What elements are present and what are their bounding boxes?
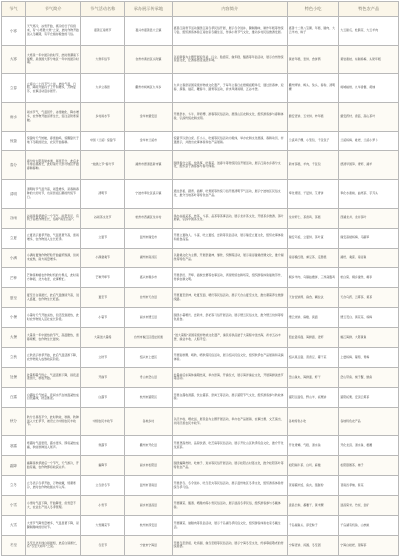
cell-venue: 金华市兰溪市 [125,131,173,151]
cell-snacks: 龙井虾仁、茶香鸡、茶糕 [287,208,339,228]
solar-terms-table-container [1,1,399,556]
cell-term: 芒种 [2,268,26,288]
cell-activity-name: 中国农民丰收节 [81,407,125,436]
cell-products: 天台乌药、云雾茶、黄茶 [339,288,399,308]
cell-venue: 衢州市柯城区九华乡 [125,74,173,103]
cell-snacks: 新市茶糕、羊肉、千张包 [287,151,339,180]
cell-snacks: 桐乡羊肉、乌镇姑嫂饼、三珍斋酱鸡 [287,268,339,288]
cell-intro: 立春为二十四节气之首，此时气温、日照、降雨开始趋于上升和增多，万物复苏，农事活动逐步展开。 [25,74,81,103]
header-snacks: 特色小吃 [287,2,339,17]
cell-activity-name: “放鹞之节”春分节 [81,151,125,180]
cell-activity-name: 乡村雨水节 [81,102,125,131]
cell-snacks: 瑞安乌饭、立夏饼、茶叶蛋 [287,228,339,248]
cell-intro: 春分时太阳直射赤道，昼夜平分，此后北半球白昼渐长，此时南方大部分地区开始春耕春种。 [25,151,81,180]
cell-activity-name: 霜降节 [81,456,125,476]
cell-intro: 惊蛰时天气转暖，春雷始鸣，惊醒蛰伏于地下冬眠的昆虫，农民开始春耕。 [25,131,81,151]
cell-intro: 小雪时气温下降，开始降雪，但雪量不大，农业生产进入冬季管理。 [25,496,81,516]
cell-intro: 冬至日北半球白昼最短，此后白昼渐长，有“冬至大如年”之说。 [25,535,81,555]
cell-venue: 温州市苍南县 [125,476,173,496]
cell-activity-name: 大暑送大暑船 [81,328,125,348]
cell-term: 立冬 [2,476,26,496]
cell-intro: 大暑是一年中最热的节气，高温酷热，雷暴频繁，农作物生长最快。 [25,328,81,348]
cell-activity-name: 大雪腌菜节 [81,516,125,536]
cell-term: 惊蛰 [2,131,26,151]
cell-term: 立秋 [2,348,26,368]
cell-snacks: 衢州烤饼、鸭头、兔头、春卷、清明粿 [287,74,339,103]
table-row [2,387,399,407]
cell-venue: 衢州市开化县 [125,436,173,456]
cell-activity-name: 清明节 [81,180,125,209]
cell-content: 开展祭水、斗牛、拜师傅、游春等民俗活动，展现山区农耕文化，组织游客参与春耕体验，弘扬传统农耕文明。 [172,102,287,131]
cell-snacks: 葭沚姜汤面、海鲜面、麦虾 [287,328,339,348]
cell-venue: 台州市黄岩区头陀镇 [125,45,173,74]
cell-snacks: 磐安麦饼、玉米饼、炒年糕 [287,102,339,131]
cell-term: 夏至 [2,288,26,308]
cell-products: 奉化水蜜桃、曲毫茶、芋艿头 [339,180,399,209]
cell-intro: 立秋表示秋季开始，此后气温逐渐下降，农作物进入成熟收获阶段。 [25,348,81,368]
cell-activity-name: 立秋节 [81,348,125,368]
cell-content: 开展登高赏秋、品菊饮酒、吃芝麻等民俗活动，展示开化山区秋季民俗文化，推介开化龙顶茶。 [172,436,287,456]
cell-term: 霜降 [2,456,26,476]
cell-term: 冬至 [2,535,26,555]
cell-products: 德清早园笋、青虾、湖羊 [339,151,399,180]
cell-snacks: 黄岩年糕、麦饼、食饼筒 [287,45,339,74]
cell-activity-name: 九华立春祭 [81,74,125,103]
cell-content: 九华立春祭是国家级非物质文化遗产，于每年立春日在梧桐祖殿举行，通过祭春神、迎春、探春、插花、鞭春牛、踏青等活动，祈求风调雨顺、五谷丰登。 [172,74,287,103]
table-row [2,268,399,288]
cell-term: 小暑 [2,308,26,328]
cell-intro: 立冬表示冬季开始，万物收藏，规避寒冷，此时农作物收割完毕入库。 [25,476,81,496]
cell-products: 苍南四季柚、紫菜 [339,476,399,496]
table-row [2,228,399,248]
table-row [2,348,399,368]
cell-term: 大暑 [2,328,26,348]
cell-products: 缙云茭白、黄花菜、杨梅 [339,308,399,328]
table-row [2,308,399,328]
cell-content: “送大暑船”是国家级非物质文化遗产，渔民将供品装于大暑船中送出海，祈求五谷丰登、渔业丰收、人船平安。 [172,328,287,348]
table-row [2,151,399,180]
cell-products: 岱山带鱼、梭子蟹、鱿鱼 [339,368,399,388]
cell-products: 椒江海鲜、大陈黄鱼 [339,328,399,348]
cell-activity-name: 小暑节 [81,308,125,328]
table-row [2,535,399,555]
cell-products: 兰溪杨梅、枇杷、兰溪小萝卜 [339,131,399,151]
cell-venue: 各地乡村 [125,407,173,436]
cell-snacks: 兰溪鸡子粿、小笼包、千张包子 [287,131,339,151]
cell-products: 遂昌菊米、竹炭、金矿 [339,496,399,516]
cell-snacks: 苍南糯米饭、鱼丸、猪脏粉 [287,476,339,496]
cell-content: 开展腌菜、酿酒、晒腊肉等小雪民俗活动，展示遂昌冬季民俗，组织游客参与冬藏体验。 [172,496,287,516]
header-products: 特色农产品 [339,2,399,17]
cell-term: 雨水 [2,102,26,131]
cell-products: 开化龙顶、清水鱼、根雕 [339,436,399,456]
cell-activity-name: 立夏节 [81,228,125,248]
cell-products: 宁海白枇杷、望海茶 [339,535,399,555]
cell-snacks: 富阳豆腐包、野山羊、板栗饼 [287,387,339,407]
cell-intro: 谷雨是春季最后一个节气，雨量充足，有利于谷类作物生长，俗称“雨生百谷”。 [25,208,81,228]
cell-products: 松阳银猴茶、柿子 [339,456,399,476]
cell-products: 西湖龙井、龙井茶叶 [339,208,399,228]
table-row [2,368,399,388]
cell-products: 各地特色农产品 [339,407,399,436]
cell-intro: 秋分日昼夜平分，此时秋收、秋耕、秋种进入大忙季节，被设立为中国农民丰收节。 [25,407,81,436]
cell-activity-name: 立冬祭冬节 [81,476,125,496]
cell-content: 处暑前后东海休渔期结束，举办祭海、开渔仪式，展示海洋渔业文化，开展海鲜美食节等活动。 [172,368,287,388]
cell-snacks: 南浔橘红糕、熏豆茶、定胜糕 [287,248,339,268]
cell-intro: 清明时节气温升高，雨量增多，是春耕春种的大好时节，也是祭祖扫墓的传统节日。 [25,180,81,209]
cell-venue: 丽水市遂昌县 [125,496,173,516]
cell-term: 大寒 [2,45,26,74]
cell-products: 杭白菊、桐乡蚕丝、槜李 [339,268,399,288]
cell-content: 开展祭田、开犁、插秧比赛等农事活动，再现传统农耕场景，组织游客体验插秧劳作，传承农耕文明。 [172,268,287,288]
cell-term: 春分 [2,151,26,180]
cell-snacks: 天台饺饼筒、扁食、糊拉汰 [287,288,339,308]
cell-snacks: 千岛湖鱼头、淳安粽子 [287,516,339,536]
cell-intro: 白露时天气转凉，夜间水汽在地面凝结成白色露珠，秋意渐浓。 [25,387,81,407]
cell-content: 围绕霜降赏秋、吃柿子、进补等民俗开展活动，展示松阳古村落文化，推介松阳茶叶等特色农产品。 [172,456,287,476]
cell-products: 柯城椪柑、九华香榧、胡柚 [339,74,399,103]
cell-term: 清明 [2,180,26,209]
table-header [2,2,399,17]
cell-products: 瑞安高楼杨梅、马蹄笋 [339,228,399,248]
cell-content: 通过祭祖、踏青、插柳、吃青团等传统习俗开展清明节气活动，展示宁波地区民俗文化，推介当地茶叶等特色农产品。 [172,180,287,209]
cell-activity-name: 寒露节 [81,436,125,456]
table-row [2,516,399,536]
cell-intro: 天气寒冷，冰雪开始，极冷的日子将到来，有“小寒胜大寒”之说，此时作物开始进入冬藏期，有平仓储存粮食的习俗。 [25,17,81,46]
cell-content: 惊蛰节以祭白虎、打小人、吃梨等民俗活动为载体，举办农耕文化展演、春耕动员、非遗展示，并推出农事体验和农产品展销。 [172,131,287,151]
cell-activity-name: 大寒年俗节 [81,45,125,74]
cell-venue: 宁波市奉化区溪口镇 [125,180,173,209]
cell-intro: 大寒是一年中最冷的时节，此时寒潮南下频繁，是我国大部分地区一年中的最冷时期。 [25,45,81,74]
cell-venue: 宁波市宁海县 [125,535,173,555]
cell-products: 黄岩蜜桔、东魁杨梅、头陀年糕 [339,45,399,74]
cell-content: 以蚕桑文化为主题，开展祭蚕神、缫丝、织绸等活动，展示南浔蚕桑丝绸文化，推介湖丝等特色产品。 [172,248,287,268]
cell-snacks: 遂昌长粽、番薯干、黄米粿 [287,496,339,516]
cell-term: 大雪 [2,516,26,536]
table-row [2,17,399,46]
solar-terms-table [1,1,399,556]
cell-activity-name: 小雪节 [81,496,125,516]
cell-term: 立夏 [2,228,26,248]
cell-products: 磐安药材、香菇、高山茶叶 [339,102,399,131]
cell-venue: 杭州市富阳区 [125,387,173,407]
cell-venue: 绍兴市上虞区 [125,348,173,368]
cell-content: 开展腌菜、做腊肉等民俗活动，展示千岛湖冬季民俗文化，组织游客体验农家冬藏生活。 [172,516,287,536]
cell-term: 处暑 [2,368,26,388]
cell-snacks: 岱山鱼丸、海鲜面、虾干 [287,368,339,388]
cell-term: 寒露 [2,436,26,456]
table-row [2,248,399,268]
cell-snacks: 绍兴臭豆腐、茴香豆、霉干菜 [287,348,339,368]
cell-content: 举办谷雨采茶、炒茶、斗茶、品茶等茶事活动，展示龙井茶文化，开展茶乡旅游、茶叶展销，弘扬中国茶文化。 [172,208,287,228]
cell-content: 开展冬至祭祖、吃汤圆、做冬至糕等民俗活动，展示宁海冬至文化，传承尊祖敬老的传统美德。 [172,535,287,555]
cell-intro: 处暑即暑气终止，气温逐渐下降，昼夜温差加大，秋收开始。 [25,368,81,388]
cell-venue: 杭州市淳安县 [125,516,173,536]
cell-term: 秋分 [2,407,26,436]
cell-venue: 湖州市南浔区 [125,248,173,268]
cell-products: 大云甜瓜、杜鹃花、大云羊肉 [339,17,399,46]
cell-venue: 舟山市岱山县 [125,368,173,388]
header-venue: 承办展示传承地 [125,2,173,17]
cell-venue: 温州市瑞安市 [125,228,173,248]
header-content: 内容简介 [172,2,287,17]
cell-content: 开展立夏称人、斗蛋、吃立夏饭、尝新等民俗活动，展示瑞安立夏文化，组织农事体验和美食品鉴。 [172,228,287,248]
header-term: 节气 [2,2,26,17]
cell-venue: 杭州市西湖区龙井村 [125,208,173,228]
table-row [2,328,399,348]
table-row [2,288,399,308]
table-row [2,131,399,151]
cell-venue: 嘉兴市桐乡市 [125,268,173,288]
cell-venue: 丽水市松阳县 [125,456,173,476]
cell-snacks: 开化青蛳、气糕、清水鱼 [287,436,339,456]
cell-term: 小满 [2,248,26,268]
table-row [2,456,399,476]
cell-content: 以庆丰收、晒农货、展民俗为主题开展活动，举办农产品展销、农事比赛、文艺演出，共同庆祝农民丰收节。 [172,407,287,436]
cell-activity-name: 嘉善江南寒节 [81,17,125,46]
cell-term: 小寒 [2,17,26,46]
cell-intro: 雨水节气，气温回升、冰雪融化、降水增多，农作物开始返青生长，需注意防寒保暖。 [25,102,81,131]
cell-content: 以迎新春为主题开展迎年货、扫尘、贴窗花、做年糕、酿酒等年俗活动，展示台州传统民俗文化，让游客感受浓浓年味。 [172,45,287,74]
cell-activity-name: 夏至节 [81,288,125,308]
cell-venue: 金华市磐安县 [125,102,173,131]
table-row [2,45,399,74]
cell-snacks: 缙云烧饼、麻糍、爽面 [287,308,339,328]
table-row [2,496,399,516]
cell-intro: 寒露时气温更低，露水更多，即将凝结成霜，秋收秋种进入尾声。 [25,436,81,456]
cell-products: 湖丝、桑葚、南浔鱼 [339,248,399,268]
cell-products: 上虞杨梅、葡萄、青梅 [339,348,399,368]
cell-intro: 夏至日白昼最长，此后气温继续升高，进入盛夏，农作物生长旺盛。 [25,288,81,308]
cell-term: 白露 [2,387,26,407]
cell-content: 围绕小暑晒伏、尝新米、祭祀等习俗开展活动，展示缙云民俗文化，推介缙云烧饼等特色美食。 [172,308,287,328]
table-row [2,476,399,496]
cell-snacks: 松阳端午茶、白切、麻糍 [287,456,339,476]
cell-intro: 立夏表示夏季开始，气温显著升高，雷雨增多，农作物进入生长旺季。 [25,228,81,248]
cell-intro: 小暑时天气开始炎热，但还没到最热，此时农作物进入茁壮成长阶段。 [25,308,81,328]
table-body [2,17,399,556]
cell-activity-name: 白露节 [81,387,125,407]
cell-term: 谷雨 [2,208,26,228]
cell-activity-name: 谷雨茶文化节 [81,208,125,228]
cell-activity-name: 开渔节 [81,368,125,388]
cell-intro: 芒种是种植农作物时机的分界点，此时南方种稻，北方收麦，农事繁忙。 [25,268,81,288]
cell-activity-name: 小满蚕桑节 [81,248,125,268]
cell-venue: 嘉兴市嘉善县大云镇 [125,17,173,46]
cell-intro: 小满时夏熟作物籽粒开始灌浆饱满，但尚未成熟，南方雨量增多。 [25,248,81,268]
cell-venue: 湖州市德清县新市镇 [125,151,173,180]
cell-venue: 丽水市缙云县 [125,308,173,328]
cell-activity-name: 冬至节 [81,535,125,555]
cell-products: 千岛湖有机鱼、山核桃 [339,516,399,536]
table-row [2,180,399,209]
table-header-row [2,2,399,17]
cell-venue: 台州市椒江区葭沚街道 [125,328,173,348]
cell-term: 小雪 [2,496,26,516]
header-intro: 节气简介 [25,2,81,17]
cell-content: 开展祭冬、冬令进补、吃冬至丸等民俗活动，展示温州地区冬季文化，组织游客体验传统冬季习俗。 [172,476,287,496]
cell-products: 富阳板栗、安顶云雾茶 [339,387,399,407]
table-row [2,407,399,436]
cell-snacks: 各地特色小吃 [287,407,339,436]
table-row [2,74,399,103]
cell-term: 立春 [2,74,26,103]
cell-snacks: 奉化青团、千层饼、艾青饼 [287,180,339,209]
cell-snacks: 嘉善十二寒八宝粥、年糕、腊肉、大云羊肉、粽子 [287,17,339,46]
header-activity-name: 节气活动名称 [81,2,125,17]
cell-content: 开展贴秋膘、啃秋、晒秋等民俗活动，展示绍兴民俗文化，组织秋季农产品展销和采摘体验。 [172,348,287,368]
cell-snacks: 宁海麦饼、汤圆、冬至团 [287,535,339,555]
cell-venue: 台州市天台县 [125,288,173,308]
cell-intro: 大雪节气降雪量增多，气温显著下降，是腌制腊味的好时节。 [25,516,81,536]
cell-content: 围绕春分立蛋、放风筝、吃春菜、送春牛等传统民俗开展活动，展示江南水乡春分文化，组织亲子游客参与春分体验。 [172,151,287,180]
cell-intro: 霜降是秋季最后一个节气，天气渐冷，开始有霜，农作物即将收获完毕。 [25,456,81,476]
table-row [2,208,399,228]
cell-content: 开展白露收清露、饮白露茶、祭禹王等活动，展示富阳节气文化，组织游客参与秋收体验。 [172,387,287,407]
cell-activity-name: 中国（兰溪）惊蛰节 [81,131,125,151]
cell-content: 嘉善江南寒节活动围绕江南冬季民俗开展，展示冬令进补、腌制腊味、制作年糕等传统习俗，组织游客体验江南农家冬藏生活，传承小寒节气文化，推动乡村民俗旅游发展。 [172,17,287,46]
table-row [2,436,399,456]
cell-content: 开展夏至祭神、吃夏至面、晒伏等民俗活动，展示天台山夏至文化，推出避暑养生旅游线路。 [172,288,287,308]
table-row [2,102,399,131]
cell-activity-name: 芒种开犁节 [81,268,125,288]
